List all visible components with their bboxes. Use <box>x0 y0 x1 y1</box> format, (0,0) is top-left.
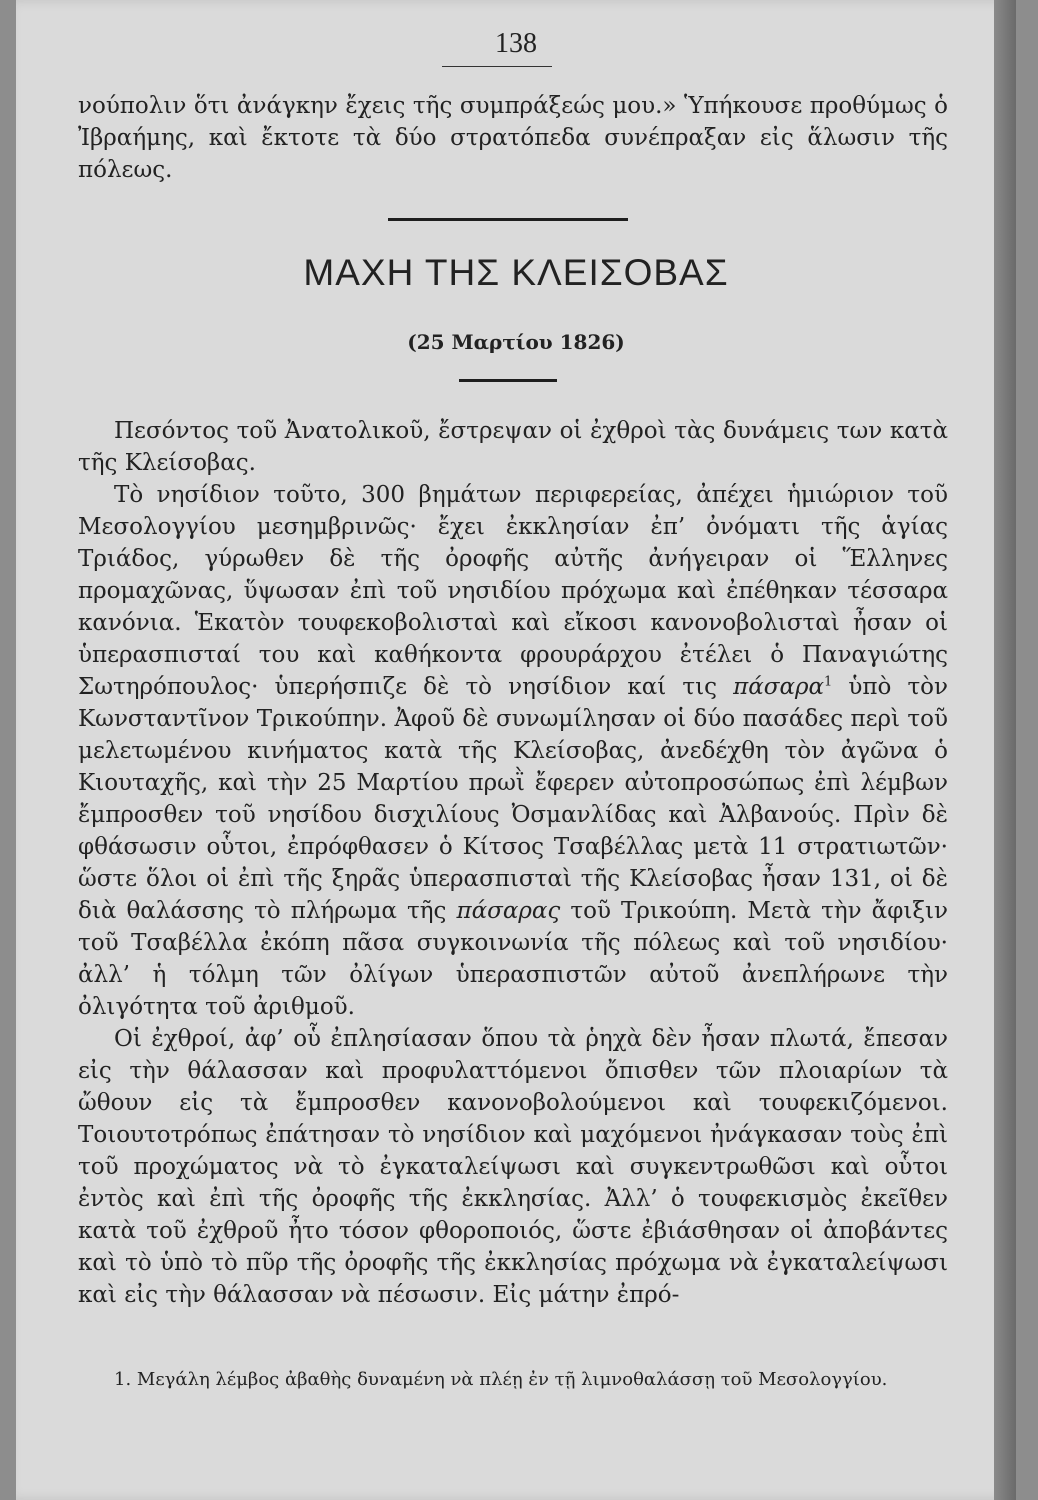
intro-paragraph <box>78 90 948 186</box>
paragraph-1: Πεσόντος τοῦ Ἀνατολικοῦ, ἔστρεψαν οἱ ἐχθροὶ τὰς δυνάμεις των κατὰ τῆς Κλείσοβας. <box>78 418 948 476</box>
section-divider-top <box>388 218 628 221</box>
main-text <box>78 415 948 1311</box>
page-number: 138 <box>495 28 537 59</box>
paragraph-3: Οἱ ἐχθροί, ἀφ’ οὗ ἐπλησίασαν ὅπου τὰ ῥηχὰ δὲν ἦσαν πλωτά, ἔπεσαν εἰς τὴν θάλασσαν καὶ προφυλαττόμενοι ὄπισθεν τῶν πλοιαρίων τὰ ὤθουν εἰς τὰ ἔμπροσθεν κανονοβολούμενοι καὶ τουφεκιζόμενοι. Τοιουτοτρόπως ἐπάτησαν τὸ νησίδιον καὶ μαχόμενοι ἠνάγκασαν τοὺς ἐπὶ τοῦ προχώματος νὰ τὸ ἐγκαταλείψωσι καὶ συγκεντρωθῶσι καὶ οὗτοι ἐντὸς καὶ ἐπὶ τῆς ὀροφῆς τῆς ἐκκλησίας. Ἀλλ’ ὁ τουφεκισμὸς ἐκεῖθεν κατὰ τοῦ ἐχθροῦ ἦτο τόσον φθοροποιός, ὥστε ἐβιάσθησαν οἱ ἀποβάντες καὶ τὸ ὑπὸ τὸ πῦρ τῆς ὀροφῆς τῆς ἐκκλησίας πρόχωμα νὰ ἐγκαταλείψωσι καὶ εἰς τὴν θάλασσαν νὰ πέσωσιν. Εἰς μάτην ἐπρό- <box>78 1026 948 1308</box>
section-divider-bottom <box>459 379 557 382</box>
book-page <box>16 0 1016 1500</box>
footnote-text: 1. Μεγάλη λέμβος ἀβαθὴς δυναμένη νὰ πλέῃ ἐν τῇ λιμνοθαλάσσῃ τοῦ Μεσολογγίου. <box>114 1369 888 1390</box>
footnote <box>78 1365 948 1395</box>
section-heading: ΜΑΧΗ ΤΗΣ ΚΛΕΙΣΟΒΑΣ <box>303 252 729 293</box>
page-number-rule <box>442 66 552 67</box>
footnote-marker[interactable]: 1 <box>824 674 833 690</box>
pasara-word: πάσαρα <box>733 674 825 700</box>
paragraph-2-part-b: ὑπὸ τὸν Κωνσταντῖνον Τρικούπην. Ἀφοῦ δὲ συνωμίλησαν οἱ δύο πασάδες περὶ τοῦ μελετωμένου κινήματος κατὰ τῆς Κλείσοβας, ἀνεδέχθη τὸν ἀγῶνα ὁ Κιουταχῆς, καὶ τὴν 25 Μαρτίου πρωῒ ἔφερεν αὐτοπροσώπως ἐπὶ λέμβων ἔμπροσθεν τοῦ νησίδου δισχιλίους Ὀσμανλίδας καὶ Ἀλβανούς. Πρὶν δὲ φθάσωσιν οὗτοι, ἐπρόφθασεν ὁ Κίτσος Τσαβέλλας μετὰ 11 στρατιωτῶν· ὥστε ὅλοι οἱ ἐπὶ τῆς ξηρᾶς ὑπερασπισταὶ τῆς Κλείσοβας ἦσαν 131, οἱ δὲ διὰ θαλάσσης τὸ πλήρωμα τῆς <box>78 674 948 924</box>
paragraph-2-part-a: Τὸ νησίδιον τοῦτο, 300 βημάτων περιφερείας, ἀπέχει ἡμιώριον τοῦ Μεσολογγίου μεσημβρινῶς· ἔχει ἐκκλησίαν ἐπ’ ὀνόματι τῆς ἁγίας Τριάδος, γύρωθεν δὲ τῆς ὀροφῆς αὐτῆς ἀνήγειραν οἱ Ἕλληνες προμαχῶνας, ὕψωσαν ἐπὶ τοῦ νησιδίου πρόχωμα καὶ ἐπέθηκαν τέσσαρα κανόνια. Ἑκατὸν τουφεκοβολισταὶ καὶ εἴκοσι κανονοβολισταὶ ἦσαν οἱ ὑπερασπισταί του καὶ καθήκοντα φρουράρχου ἐτέλει ὁ Παναγιώτης Σωτηρόπουλος· ὑπερήσπιζε δὲ τὸ νησίδιον καί τις <box>78 482 948 700</box>
pasaras-word: πάσαρας <box>456 898 561 924</box>
scan-edge-shadow <box>994 0 1016 1500</box>
paragraph-2 <box>78 479 948 1023</box>
paragraph-2-part-c: τοῦ Τρικούπη. Μετὰ τὴν ἄφιξιν τοῦ Τσαβέλλα ἐκόπη πᾶσα συγκοινωνία τῆς πόλεως καὶ τοῦ νησιδίου· ἀλλ’ ἡ τόλμη τῶν ὀλίγων ὑπερασπιστῶν αὐτοῦ ἀνεπλήρωνε τὴν ὀλιγότητα τοῦ ἀριθμοῦ. <box>78 898 949 1020</box>
intro-paragraph-text: νούπολιν ὅτι ἀνάγκην ἔχεις τῆς συμπράξεώς μου.» Ὑπήκουσε προθύμως ὁ Ἰβραήμης, καὶ ἔκτοτε τὰ δύο στρατόπεδα συνέπραξαν εἰς ἅλωσιν τῆς πόλεως. <box>78 93 948 183</box>
section-date: (25 Μαρτίου 1826) <box>407 330 625 354</box>
